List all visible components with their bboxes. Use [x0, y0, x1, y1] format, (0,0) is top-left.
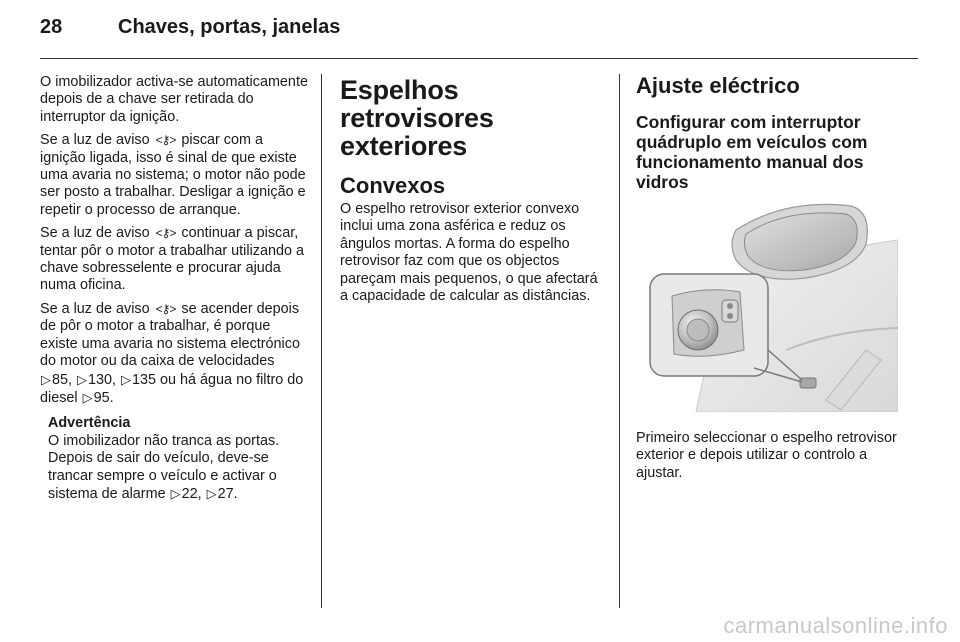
paragraph: Se a luz de aviso <⚷> continuar a piscar, tentar pôr o motor a trabalhar utilizando a chave sobresselente e procurar ajuda numa oficina. [40, 225, 304, 294]
warning-box [40, 415, 308, 503]
immobiliser-warning-light-icon: <⚷> [155, 133, 176, 148]
sub-subsection-heading: Configurar com interruptor quádruplo em veículos com funcionamento manual dos vidros [636, 112, 868, 192]
column-divider-2 [619, 74, 620, 608]
immobiliser-warning-light-icon: <⚷> [155, 226, 176, 241]
paragraph: Primeiro seleccionar o espelho retrovisor exterior e depois utilizar o controlo a ajustar. [636, 430, 897, 481]
chapter-heading: Espelhos retrovisores exteriores [340, 75, 494, 161]
page-number: 28 [40, 16, 63, 38]
subsection-heading: Convexos [340, 173, 446, 198]
subsection-heading: Ajuste eléctrico [636, 73, 800, 98]
header-divider [40, 58, 918, 59]
page-reference[interactable]: 95. [93, 389, 114, 406]
paragraph: O imobilizador activa-se automaticamente depois de a chave ser retirada do interruptor da ignição. [40, 74, 308, 125]
page-header [40, 16, 340, 46]
column-exterior-mirrors [340, 74, 604, 311]
page-reference[interactable]: 130, [88, 371, 117, 388]
page-reference-arrow-icon: ▷ [206, 485, 217, 501]
page-reference-arrow-icon: ▷ [77, 371, 88, 387]
column-immobiliser [40, 74, 308, 503]
column-electric-adjust [636, 74, 900, 488]
section-title: Chaves, portas, janelas [118, 16, 341, 38]
mirror-switch-illustration-svg [636, 200, 898, 412]
column-divider-1 [321, 74, 322, 608]
page-reference[interactable]: 135 ou [132, 371, 177, 388]
paragraph: Se a luz de aviso <⚷> piscar com a ignição ligada, isso é sinal de que existe uma avaria no sistema; o motor não pode ser posto a trabalhar. Desligar a ignição e repetir o processo de arranque. [40, 132, 306, 218]
page-reference[interactable]: 27. [217, 485, 238, 502]
paragraph: O espelho retrovisor exterior convexo inclui uma zona asférica e reduz os ângulos mortas. A forma do espelho retrovisor faz com que os objectos pareçam mais pequenos, o que afectará a capacidade de calcular as distâncias. [340, 201, 598, 305]
watermark: carmanualsonline.info [723, 613, 948, 638]
page-reference[interactable]: 85, [52, 371, 73, 388]
warning-title: Advertência [48, 415, 131, 432]
page-reference-arrow-icon: ▷ [82, 389, 93, 405]
paragraph: Se a luz de aviso <⚷> se acender depois de pôr o motor a trabalhar, é porque existe uma avaria no sistema electrónico do motor ou da caixa de velocidades ▷85, ▷130, ▷135 ou há água no filtro do diesel ▷95. [40, 300, 304, 406]
warning-text: O imobilizador não tranca as portas. Depois de sair do veículo, deve-se trancar sempre o veículo e activar o sistema de alarme ▷22, ▷27. [48, 432, 280, 502]
page-reference[interactable]: 22, [181, 485, 202, 502]
immobiliser-warning-light-icon: <⚷> [155, 301, 176, 316]
page-reference-arrow-icon: ▷ [170, 485, 181, 501]
mirror-switch-illustration [636, 200, 898, 412]
page-reference-arrow-icon: ▷ [121, 371, 132, 387]
page-reference-arrow-icon: ▷ [41, 371, 51, 387]
